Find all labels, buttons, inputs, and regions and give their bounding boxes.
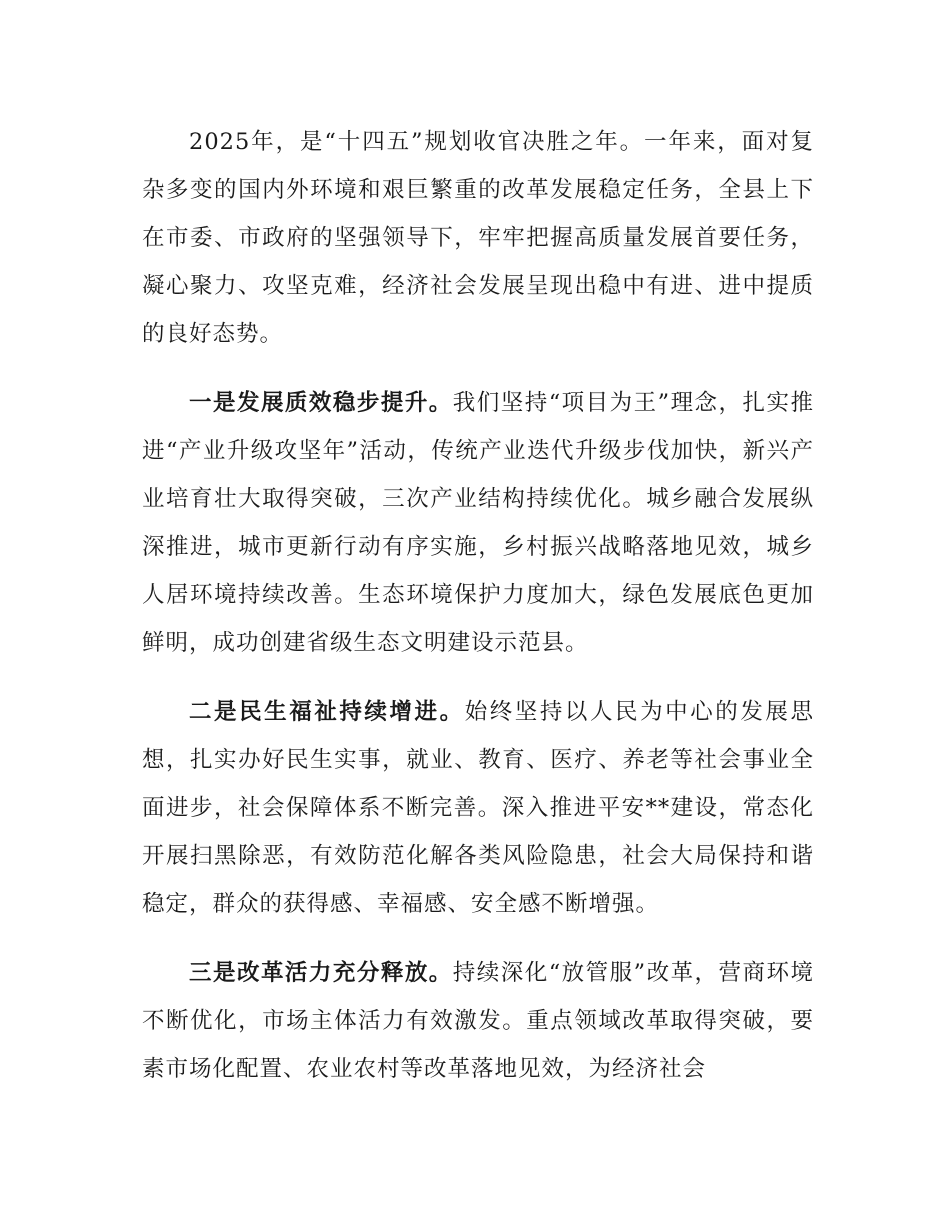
paragraph-reform (142, 949, 814, 1093)
paragraph-livelihood (142, 688, 814, 928)
paragraph-development-quality (142, 379, 814, 667)
paragraph-text: 我们坚持“项目为王”理念，扎实推进“产业升级攻坚年”活动，传统产业迭代升级步伐加快，新兴产业培育壮大取得突破，三次产业结构持续优化。城乡融合发展纵深推进，城市更新行动有序实施，乡村振兴战略落地见效，城乡人居环境持续改善。生态环境保护力度加大，绿色发展底色更加鲜明，成功创建省级生态文明建设示范县。 (142, 390, 814, 656)
paragraph-text: 始终坚持以人民为中心的发展思想，扎实办好民生实事，就业、教育、医疗、养老等社会事业全面进步，社会保障体系不断完善。深入推进平安**建设，常态化开展扫黑除恶，有效防范化解各类风险隐患，社会大局保持和谐稳定，群众的获得感、幸福感、安全感不断增强。 (142, 699, 814, 917)
paragraph-lead: 二是民生福祉持续增进。 (189, 699, 465, 725)
paragraph-lead: 三是改革活力充分释放。 (189, 960, 453, 986)
paragraph-lead: 一是发展质效稳步提升。 (189, 390, 453, 416)
paragraph-intro (142, 118, 814, 358)
paragraph-text: 持续深化“放管服”改革，营商环境不断优化，市场主体活力有效激发。重点领域改革取得突破，要素市场化配置、农业农村等改革落地见效，为经济社会 (142, 960, 814, 1082)
document-body (142, 118, 814, 1114)
paragraph-text: 2025年，是“十四五”规划收官决胜之年。一年来，面对复杂多变的国内外环境和艰巨繁重的改革发展稳定任务，全县上下在市委、市政府的坚强领导下，牢牢把握高质量发展首要任务，凝心聚力、攻坚克难，经济社会发展呈现出稳中有进、进中提质的良好态势。 (142, 129, 814, 347)
